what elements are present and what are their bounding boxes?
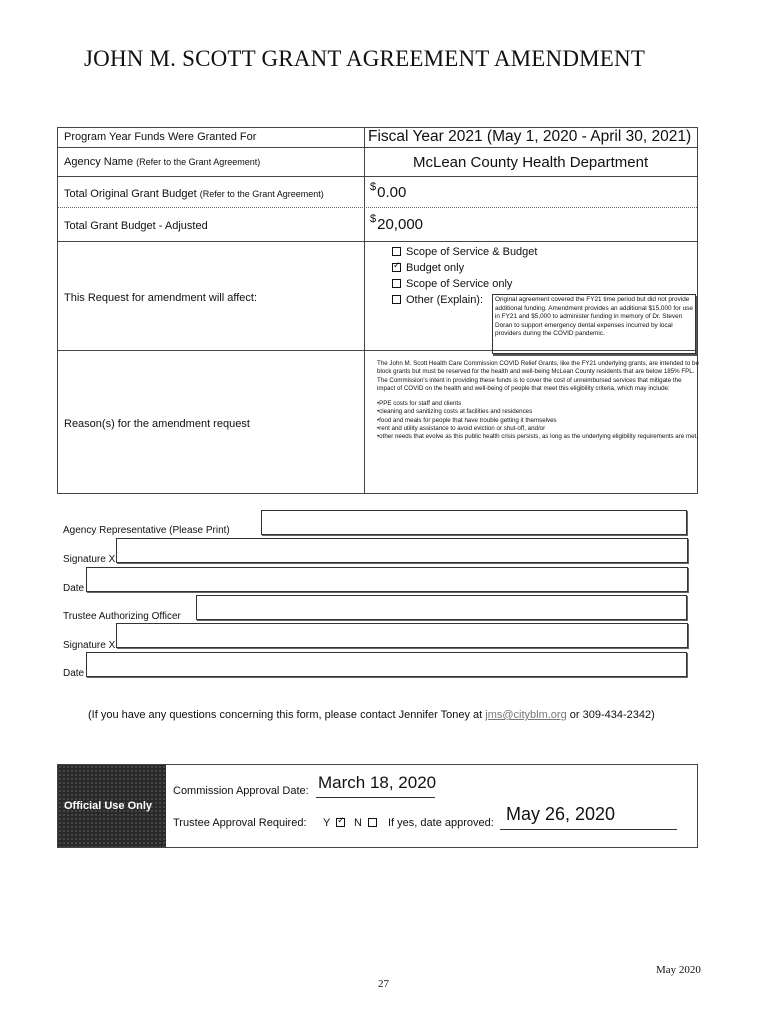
footer-date: May 2020: [656, 964, 701, 976]
commission-approval-value[interactable]: March 18, 2020: [318, 773, 437, 792]
reason-label: Reason(s) for the amendment request: [64, 418, 250, 430]
agency-name-label-text: Agency Name: [64, 156, 134, 168]
option-label: Scope of Service & Budget: [406, 246, 538, 258]
option-scope-budget[interactable]: [392, 246, 537, 258]
trustee-label: Trustee Authorizing Officer: [63, 611, 181, 622]
if-yes-label: If yes, date approved:: [388, 817, 494, 829]
adjusted-budget-amount: 20,000: [377, 216, 424, 233]
program-year-label: Program Year Funds Were Granted For: [64, 131, 257, 143]
agency-rep-label: Agency Representative (Please Print): [63, 525, 230, 536]
date1-field[interactable]: [86, 567, 688, 592]
trustee-field[interactable]: [196, 595, 687, 620]
list-item: •PPE costs for staff and clients: [377, 400, 462, 408]
trustee-approval-label: Trustee Approval Required:: [173, 817, 307, 829]
contact-note: [88, 709, 655, 721]
reason-text[interactable]: [377, 360, 699, 442]
checkbox-other[interactable]: [392, 295, 401, 304]
option-label: Scope of Service only: [406, 278, 513, 290]
row-divider: [58, 207, 697, 208]
yes-label: Y: [323, 817, 331, 829]
no-label: N: [354, 817, 362, 829]
option-label: Budget only: [406, 262, 465, 274]
contact-prefix: (If you have any questions concerning this form, please contact Jennifer Toney at: [88, 709, 486, 721]
official-use-panel: [58, 765, 166, 847]
amendment-table: [57, 127, 698, 494]
commission-underline: [316, 797, 435, 798]
original-budget-value[interactable]: [370, 181, 407, 201]
trustee-underline: [500, 829, 677, 830]
signature1-field[interactable]: [116, 538, 688, 563]
list-item: •rent and utility assistance to avoid eviction or shut-off, and/or: [377, 425, 546, 433]
date2-label: Date: [63, 668, 85, 679]
option-other[interactable]: [392, 294, 483, 306]
original-budget-label-text: Total Original Grant Budget: [64, 188, 197, 200]
adjusted-budget-label: Total Grant Budget - Adjusted: [64, 220, 208, 232]
affect-label: This Request for amendment will affect:: [64, 292, 257, 304]
yes-option[interactable]: [323, 817, 350, 829]
original-budget-amount: 0.00: [377, 184, 407, 201]
agency-rep-field[interactable]: [261, 510, 687, 535]
contact-email-link[interactable]: jms@cityblm.org: [485, 709, 567, 721]
adjusted-budget-value[interactable]: [370, 213, 424, 233]
checkbox-scope-only[interactable]: [392, 279, 401, 288]
list-item: •cleaning and sanitizing costs at facilities and residences: [377, 408, 533, 416]
official-use-box: [57, 764, 698, 848]
currency-symbol: $: [370, 181, 377, 193]
agency-name-note: (Refer to the Grant Agreement): [136, 157, 261, 167]
trustee-approval-value[interactable]: May 26, 2020: [506, 804, 616, 824]
original-budget-note: (Refer to the Grant Agreement): [199, 189, 324, 199]
column-divider: [364, 128, 365, 493]
row-divider: [58, 147, 697, 148]
other-explanation-box[interactable]: Original agreement covered the FY21 time period but did not provide additional funding. Amendment provides an additional $15,000 for use in FY21 and $5,000 to administer funding in memory of Dr. Steven Doran to support emergency dental expenses incurred by local providers during the COVID pandemic.: [492, 294, 696, 354]
program-year-value[interactable]: Fiscal Year 2021 (May 1, 2020 - April 30, 2021): [368, 128, 692, 145]
signature1-label: Signature X: [63, 554, 116, 565]
row-divider: [58, 241, 697, 242]
reason-list: [377, 400, 699, 441]
list-item: •food and meals for people that have trouble getting it themselves: [377, 416, 557, 424]
date1-label: Date: [63, 583, 85, 594]
agency-name-value[interactable]: McLean County Health Department: [413, 154, 649, 171]
original-budget-label: [64, 188, 324, 200]
commission-approval-label: Commission Approval Date:: [173, 785, 309, 797]
currency-symbol: $: [370, 213, 377, 225]
page-number: 27: [378, 978, 389, 990]
reason-intro: The John M. Scott Health Care Commission COVID Relief Grants, like the FY21 underlying grants, are intended to be block grants but must be reserved for the health and well-being McLean County residents that are below 185% FPL. The Commission's intent in providing these funds is to cover the cost of unreimbursed services that mitigate the impact of COVID on the health and well-being of people that meet this eligibility criteria, which may include:: [377, 360, 699, 392]
checkbox-budget-only[interactable]: [392, 263, 401, 272]
no-option[interactable]: [354, 817, 382, 829]
row-divider: [58, 176, 697, 177]
option-scope-only[interactable]: [392, 278, 512, 290]
date2-field[interactable]: [86, 652, 687, 677]
signature2-field[interactable]: [116, 623, 688, 648]
no-checkbox[interactable]: [368, 818, 377, 827]
official-use-label: Official Use Only: [64, 800, 153, 812]
option-budget-only[interactable]: [392, 262, 464, 274]
page-title: JOHN M. SCOTT GRANT AGREEMENT AMENDMENT: [84, 46, 646, 71]
yes-checkbox[interactable]: [336, 818, 345, 827]
signature2-label: Signature X: [63, 640, 116, 651]
contact-suffix: or 309-434-2342): [566, 709, 655, 721]
agency-name-label: [64, 156, 260, 168]
list-item: •other needs that evolve as this public health crisis persists, as long as the underlying eligibility requirements are met.: [377, 433, 698, 441]
option-label: Other (Explain):: [406, 294, 484, 306]
checkbox-scope-budget[interactable]: [392, 247, 401, 256]
